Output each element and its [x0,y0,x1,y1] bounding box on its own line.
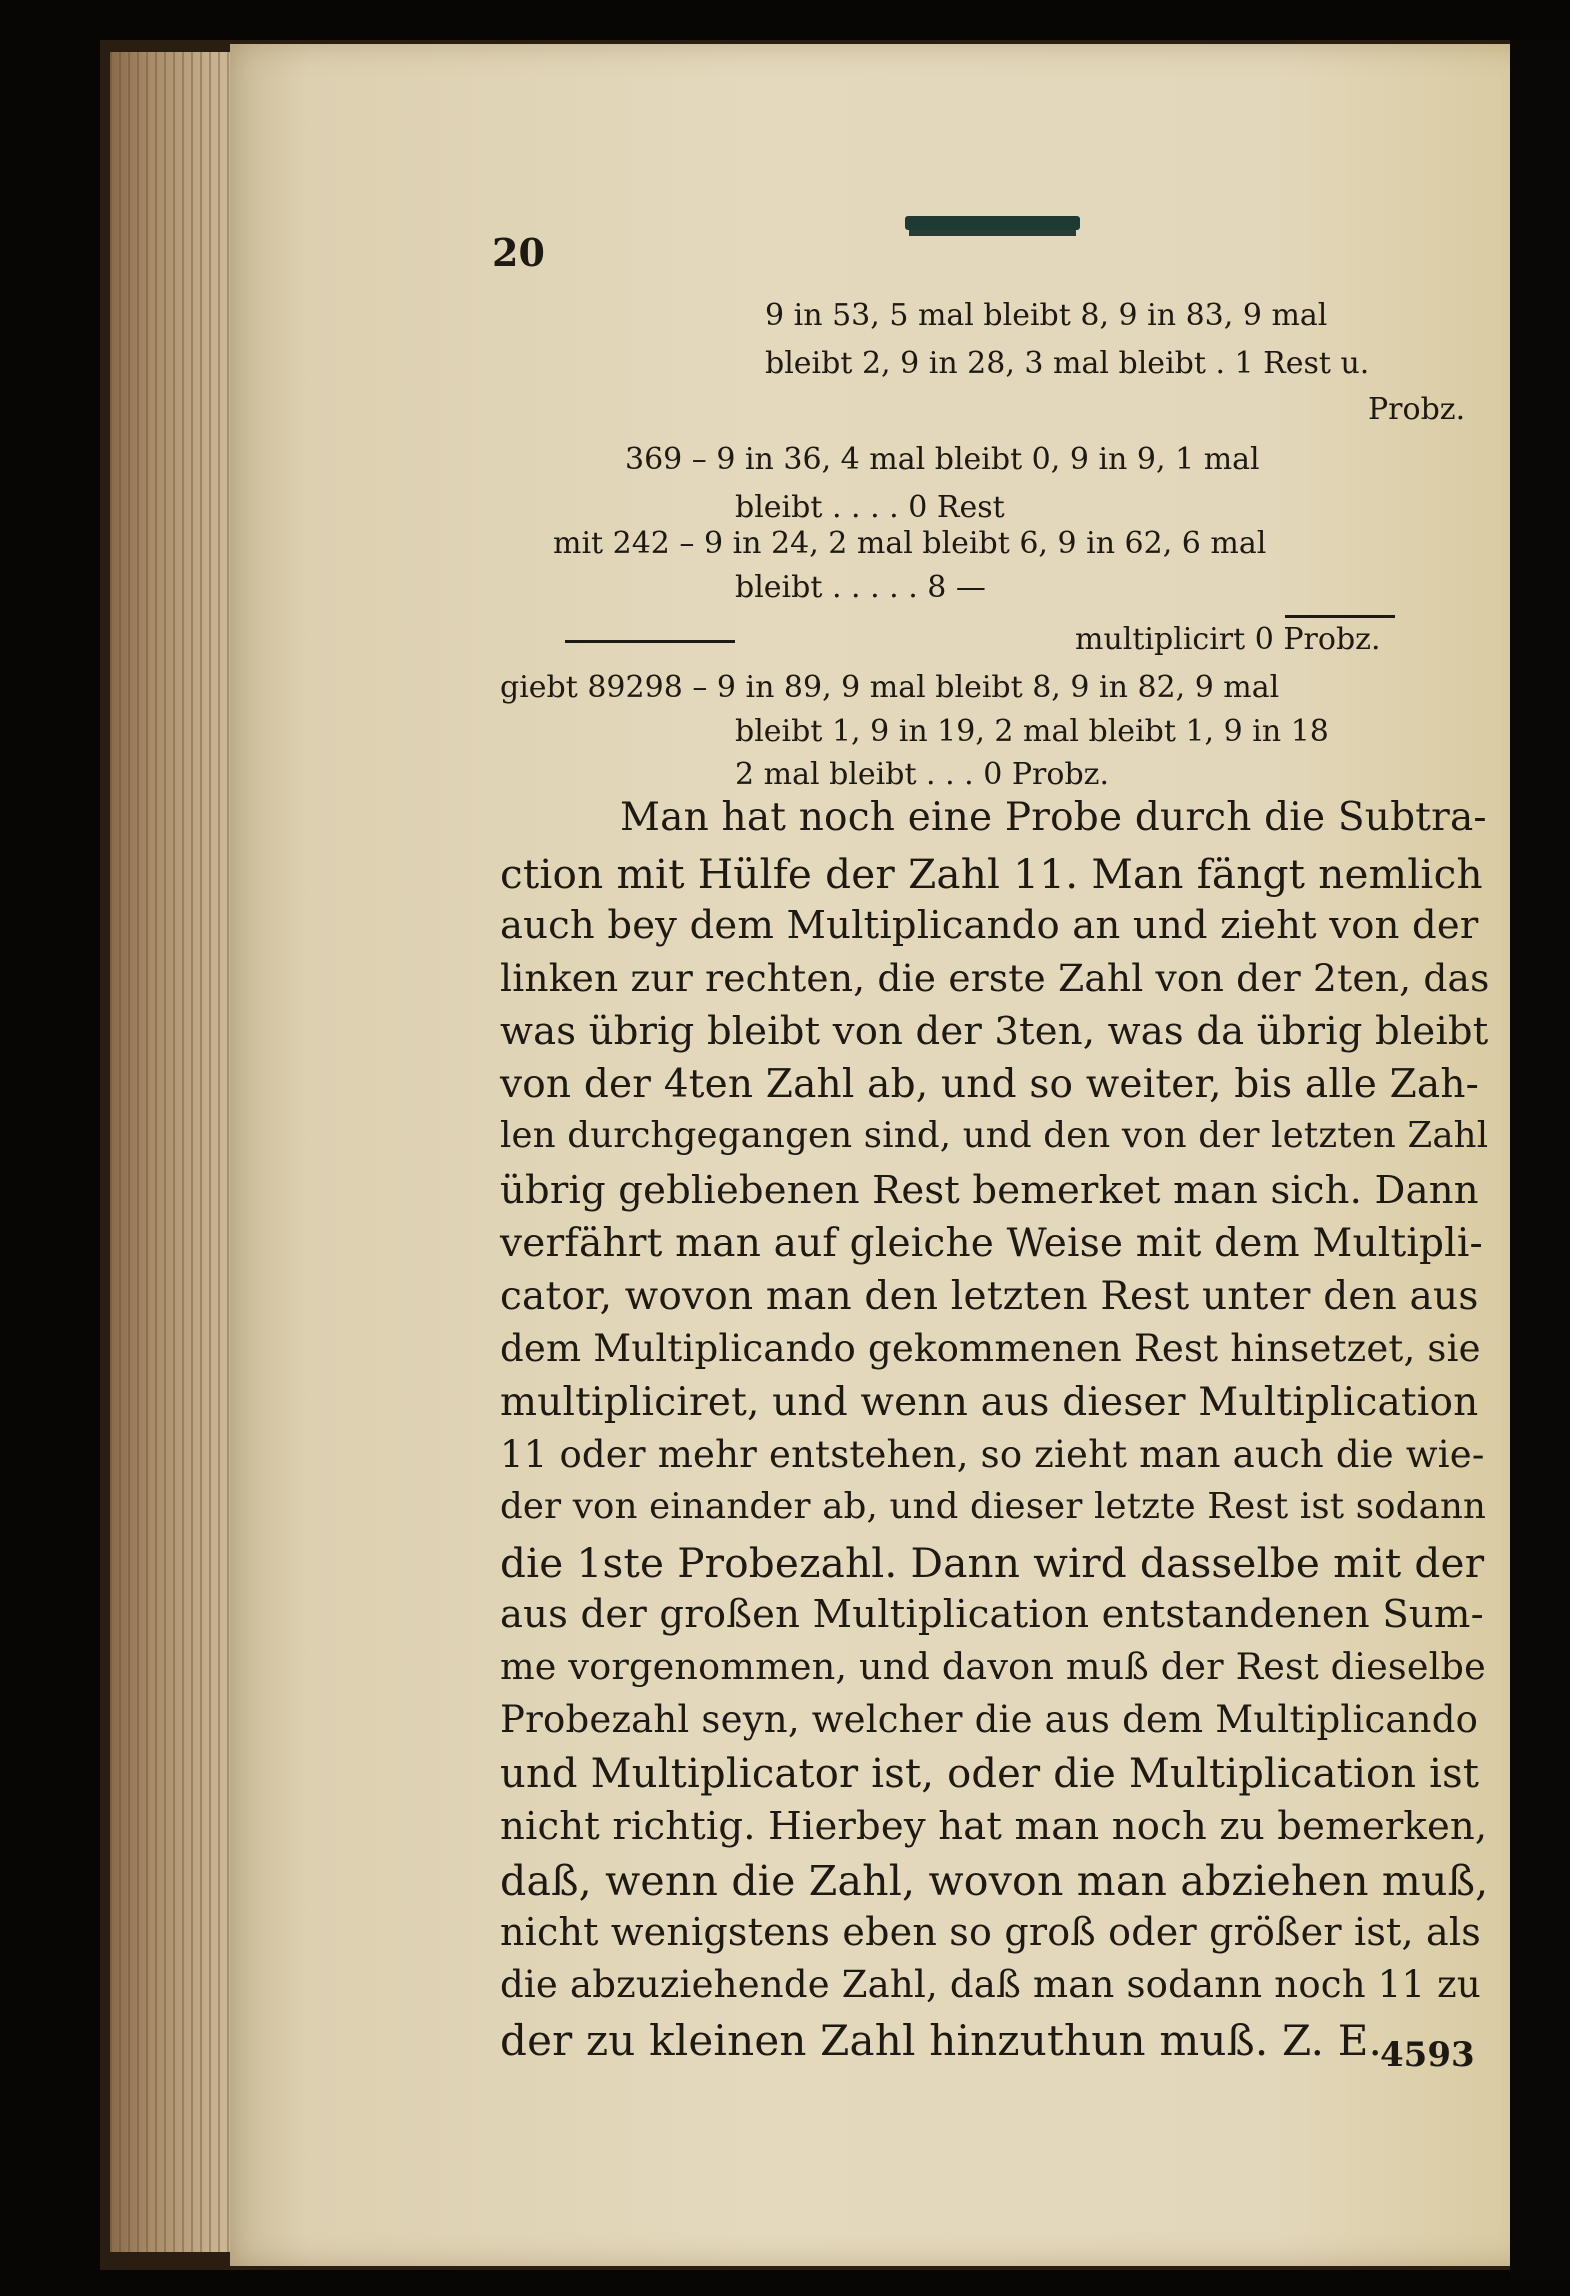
calc-line: bleibt 1, 9 in 19, 2 mal bleibt 1, 9 in 18 [735,714,1329,749]
calc-line: bleibt 2, 9 in 28, 3 mal bleibt . 1 Rest u. [765,346,1370,381]
body-line: der zu kleinen Zahl hinzuthun muß. Z. E. [500,2016,1383,2065]
body-line: cator, wovon man den letzten Rest unter den aus [500,1274,1479,1319]
body-line: nicht richtig. Hierbey hat man noch zu bemerken, [500,1804,1488,1849]
calc-line: Probz. [1368,392,1466,427]
body-line: Probezahl seyn, welcher die aus dem Multiplicando [500,1698,1479,1741]
body-line: was übrig bleibt von der 3ten, was da übrig bleibt [500,1009,1489,1054]
calc-line: bleibt . . . . . 8 — [735,570,986,605]
body-line: daß, wenn die Zahl, wovon man abziehen muß, [500,1857,1489,1905]
body-line: und Multiplicator ist, oder die Multiplication ist [500,1751,1480,1797]
calc-line: bleibt . . . . 0 Rest [735,490,1005,525]
separator-rule [565,640,735,643]
catchword: 4593 [1380,2035,1475,2075]
header-ornament [905,216,1080,230]
body-line: die abzuziehende Zahl, daß man sodann noch 11 zu [500,1963,1481,2006]
body-line: multipliciret, und wenn aus dieser Multiplication [500,1380,1479,1425]
body-line: dem Multiplicando gekommenen Rest hinsetzet, sie [500,1327,1481,1370]
body-line: len durchgegangen sind, und den von der letzten Zahl [500,1115,1489,1156]
calc-line: 9 in 53, 5 mal bleibt 8, 9 in 83, 9 mal [765,298,1328,333]
body-line: linken zur rechten, die erste Zahl von der 2ten, das [500,956,1490,1000]
scan-background [1510,40,1570,2280]
page-number: 20 [492,230,545,275]
body-line: übrig gebliebenen Rest bemerket man sich. Dann [500,1168,1479,1213]
body-line: von der 4ten Zahl ab, und so weiter, bis alle Zah- [500,1062,1480,1107]
calc-line: 369 – 9 in 36, 4 mal bleibt 0, 9 in 9, 1 mal [625,442,1260,477]
body-line: verfährt man auf gleiche Weise mit dem Multipli- [500,1221,1483,1266]
calc-line: mit 242 – 9 in 24, 2 mal bleibt 6, 9 in 62, 6 mal [553,526,1267,561]
body-line: me vorgenommen, und davon muß der Rest dieselbe [500,1645,1486,1688]
body-line: der von einander ab, und dieser letzte Rest ist sodann [500,1486,1487,1527]
body-line: nicht wenigstens eben so groß oder größer ist, als [500,1910,1481,1954]
sum-rule [1285,615,1395,618]
body-line: Man hat noch eine Probe durch die Subtra- [620,795,1487,840]
body-line: ction mit Hülfe der Zahl 11. Man fängt nemlich [500,850,1483,898]
body-line: aus der großen Multiplication entstandenen Sum- [500,1592,1484,1637]
calc-line: giebt 89298 – 9 in 89, 9 mal bleibt 8, 9 in 82, 9 mal [500,670,1280,705]
calc-line: 2 mal bleibt . . . 0 Probz. [735,757,1110,792]
body-line: die 1ste Probezahl. Dann wird dasselbe mit der [500,1539,1485,1587]
calc-line: multiplicirt 0 Probz. [1075,622,1381,657]
body-line: auch bey dem Multiplicando an und zieht von der [500,903,1479,948]
body-line: 11 oder mehr entstehen, so zieht man auch die wie- [500,1433,1485,1476]
